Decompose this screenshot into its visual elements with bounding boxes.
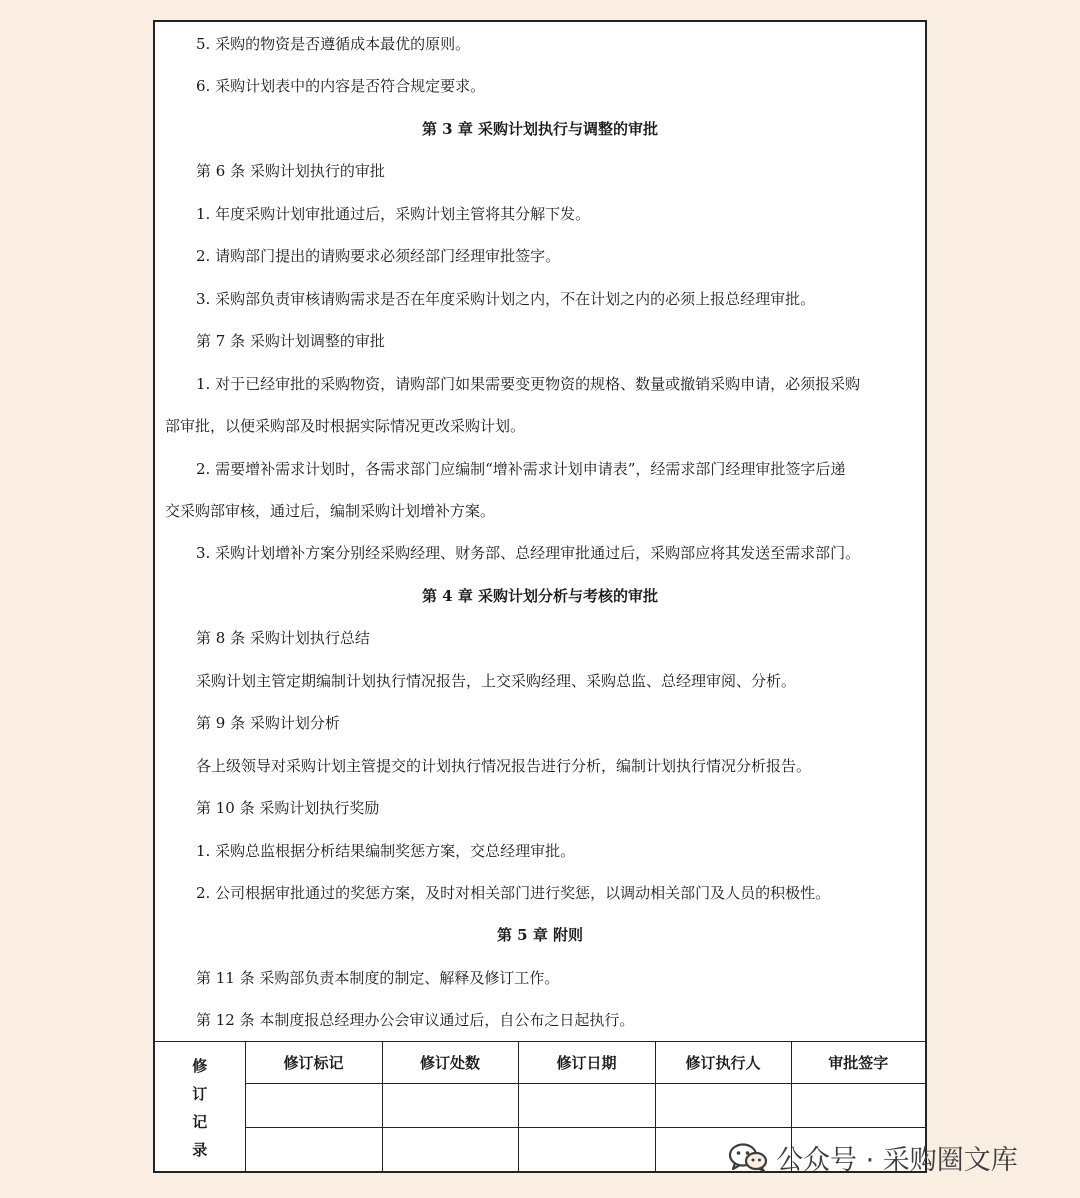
table-cell [382,1128,518,1172]
body-line: 各上级领导对采购计划主管提交的计划执行情况报告进行分析，编制计划执行情况分析报告。 [196,756,812,775]
table-cell [518,1128,655,1172]
body-line: 第 6 条 采购计划执行的审批 [196,162,385,181]
revision-label-char: 记 [192,1112,208,1131]
table-cell [245,1128,382,1172]
body-line: 2. 公司根据审批通过的奖惩方案，及时对相关部门进行奖惩，以调动相关部门及人员的积极性。 [196,884,831,902]
watermark-text: 公众号 · 采购圈文库 [776,1144,1018,1176]
table-cell [518,1084,655,1128]
body-line: 第 11 条 采购部负责本制度的制定、解释及修订工作。 [196,968,560,987]
body-line: 第 9 条 采购计划分析 [196,714,340,733]
body-line: 2. 请购部门提出的请购要求必须经部门经理审批签字。 [196,247,561,266]
chapter-heading: 第 5 章 附则 [496,926,584,945]
body-line: 1. 对于已经审批的采购物资，请购部门如果需要变更物资的规格、数量或撤销采购申请，必须报采购 [196,374,861,393]
body-line: 1. 采购总监根据分析结果编制奖惩方案，交总经理审批。 [196,841,576,860]
body-line: 3. 采购部负责审核请购需求是否在年度采购计划之内，不在计划之内的必须上报总经理审批。 [196,289,816,308]
document-page [153,20,927,1173]
header-approval-signature: 审批签字 [791,1042,925,1084]
header-revision-mark: 修订标记 [245,1042,382,1084]
chapter-heading: 第 3 章 采购计划执行与调整的审批 [421,119,659,138]
revision-record-label [155,1042,245,1172]
watermark [728,1139,1018,1175]
header-revision-date: 修订日期 [518,1042,655,1084]
revision-label-char: 修 [192,1056,208,1075]
body-line: 3. 采购计划增补方案分别经采购经理、财务部、总经理审批通过后，采购部应将其发送至需求部门。 [196,544,861,563]
body-line: 1. 年度采购计划审批通过后，采购计划主管将其分解下发。 [196,204,591,223]
body-line: 6. 采购计划表中的内容是否符合规定要求。 [196,77,486,96]
table-cell [382,1084,518,1128]
table-cell [245,1084,382,1128]
revision-label-char: 录 [192,1140,208,1159]
body-line: 第 8 条 采购计划执行总结 [196,629,370,648]
revision-label-char: 订 [192,1084,208,1103]
body-line: 第 7 条 采购计划调整的审批 [196,332,385,351]
body-line: 第 12 条 本制度报总经理办公会审议通过后，自公布之日起执行。 [196,1011,635,1030]
body-line: 5. 采购的物资是否遵循成本最优的原则。 [196,35,471,53]
body-line: 2. 需要增补需求计划时，各需求部门应编制“增补需求计划申请表”，经需求部门经理审批签字后递 [196,459,846,478]
body-line: 第 10 条 采购计划执行奖励 [196,799,380,818]
header-revision-count: 修订处数 [382,1042,518,1084]
wechat-icon [728,1142,768,1172]
header-revision-executor: 修订执行人 [655,1042,791,1084]
table-cell [791,1084,925,1128]
body-line-continuation: 部审批，以便采购部及时根据实际情况更改采购计划。 [165,417,526,436]
body-line-continuation: 交采购部审核，通过后，编制采购计划增补方案。 [165,501,496,520]
body-line: 采购计划主管定期编制计划执行情况报告，上交采购经理、采购总监、总经理审阅、分析。 [196,671,797,690]
table-cell [655,1084,791,1128]
chapter-heading: 第 4 章 采购计划分析与考核的审批 [421,586,659,605]
